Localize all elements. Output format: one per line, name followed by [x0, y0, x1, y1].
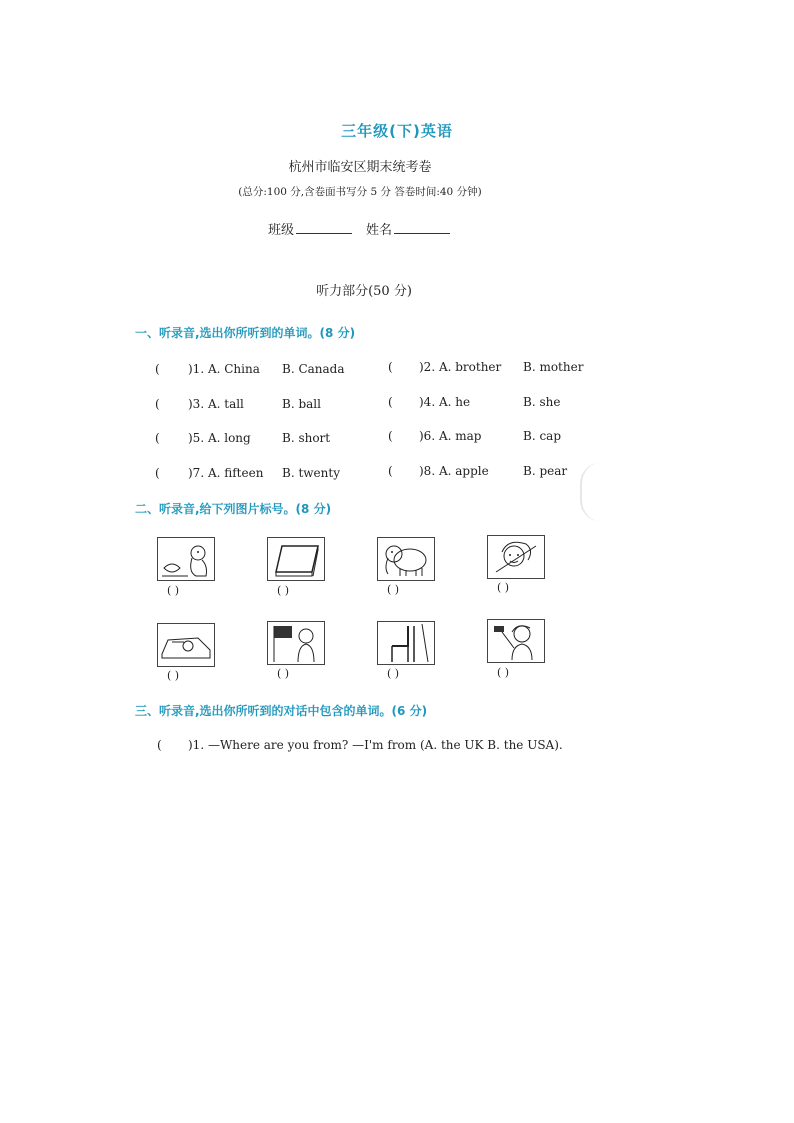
page-shadow	[580, 462, 602, 522]
squirrel-fish-picture	[157, 537, 215, 581]
picture-answer-blank[interactable]: ( )	[167, 669, 180, 682]
girl-picture	[487, 535, 545, 579]
name-field[interactable]	[366, 219, 450, 238]
picture-answer-blank[interactable]: ( )	[497, 666, 510, 679]
option-b: B. Canada	[282, 362, 345, 376]
elephant-picture	[377, 537, 435, 581]
picture-answer-blank[interactable]: ( )	[277, 584, 290, 597]
teacher-picture	[487, 619, 545, 663]
option-b: B. pear	[523, 464, 568, 478]
answer-paren[interactable]: (	[388, 429, 393, 443]
answer-paren[interactable]: (	[388, 464, 393, 478]
question-4: )4. A. he	[419, 395, 471, 409]
picture-answer-blank[interactable]: ( )	[387, 583, 400, 596]
exam-subtitle: 杭州市临安区期末统考卷	[288, 160, 432, 175]
option-b: B. mother	[523, 360, 584, 374]
book-picture	[267, 537, 325, 581]
picture-answer-blank[interactable]: ( )	[277, 667, 290, 680]
car-picture	[157, 623, 215, 667]
answer-paren[interactable]: (	[388, 395, 393, 409]
picture-answer-blank[interactable]: ( )	[387, 667, 400, 680]
chair-picture	[377, 621, 435, 665]
answer-paren[interactable]: (	[155, 466, 160, 480]
question-7: )7. A. fifteen	[188, 466, 264, 480]
name-label: 姓名	[366, 223, 393, 238]
option-b: B. ball	[282, 397, 321, 411]
answer-paren[interactable]: (	[157, 738, 162, 752]
option-b: B. short	[282, 431, 331, 445]
answer-paren[interactable]: (	[155, 397, 160, 411]
class-label: 班级	[268, 223, 295, 238]
class-field[interactable]	[268, 219, 352, 238]
question-6: )6. A. map	[419, 429, 482, 443]
option-b: B. twenty	[282, 466, 340, 480]
picture-answer-blank[interactable]: ( )	[497, 581, 510, 594]
option-b: B. cap	[523, 429, 562, 443]
question-8: )8. A. apple	[419, 464, 489, 478]
picture-answer-blank[interactable]: ( )	[167, 584, 180, 597]
section3-heading: 三、听录音,选出你所听到的对话中包含的单词。(6 分)	[135, 704, 428, 718]
section1-heading: 一、听录音,选出你所听到的单词。(8 分)	[135, 326, 356, 340]
exam-note: (总分:100 分,含卷面书写分 5 分 答卷时间:40 分钟)	[238, 186, 482, 198]
option-b: B. she	[523, 395, 561, 409]
section2-heading: 二、听录音,给下列图片标号。(8 分)	[135, 502, 332, 516]
question-2: )2. A. brother	[419, 360, 502, 374]
dialogue-question-1: )1. —Where are you from? —I'm from (A. the UK B. the USA).	[188, 738, 563, 752]
flag-boy-picture	[267, 621, 325, 665]
question-1: )1. A. China	[188, 362, 260, 376]
question-3: )3. A. tall	[188, 397, 244, 411]
name-blank[interactable]	[394, 223, 450, 234]
question-5: )5. A. long	[188, 431, 251, 445]
answer-paren[interactable]: (	[388, 360, 393, 374]
answer-paren[interactable]: (	[155, 431, 160, 445]
exam-title: 三年级(下)英语	[341, 122, 453, 140]
class-blank[interactable]	[296, 223, 352, 234]
answer-paren[interactable]: (	[155, 362, 160, 376]
part-title: 听力部分(50 分)	[316, 284, 412, 299]
